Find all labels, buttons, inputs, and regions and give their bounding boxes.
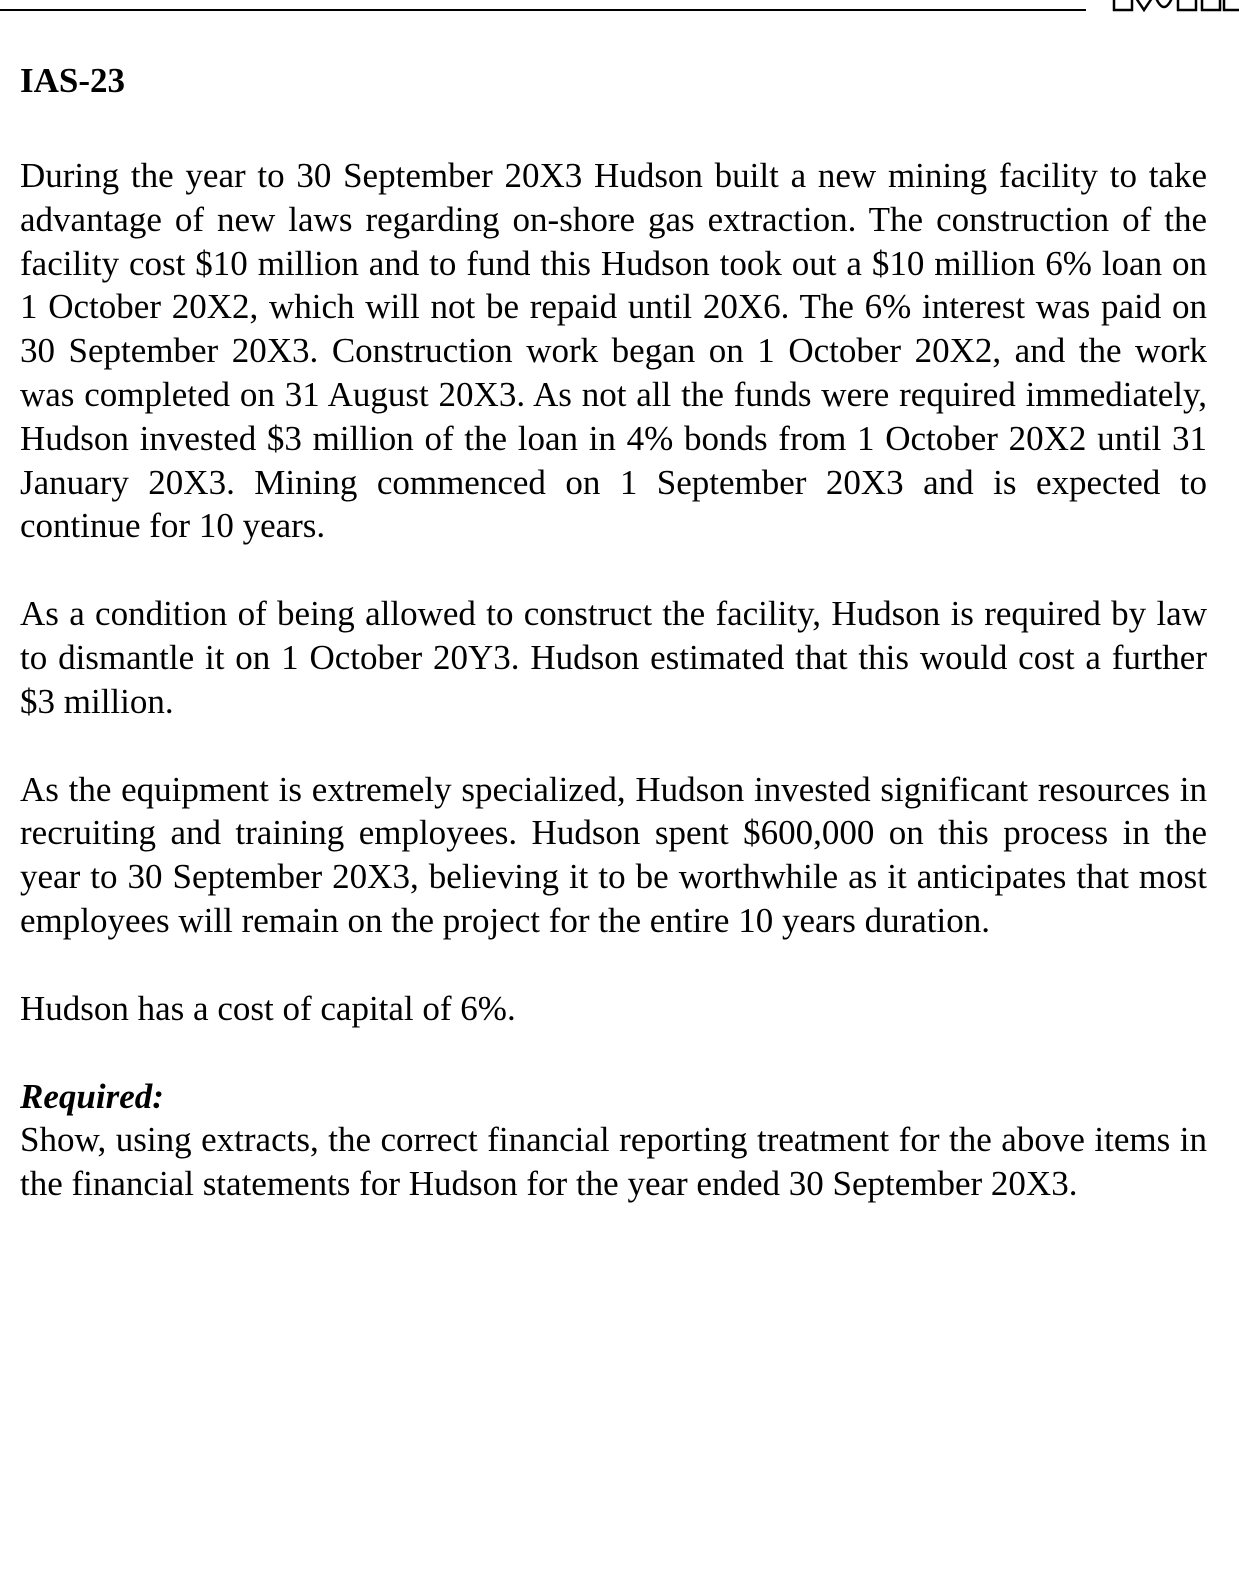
document-page <box>20 52 1207 1206</box>
paragraph-facility-construction: During the year to 30 September 20X3 Hudson built a new mining facility to take advantage of new laws regarding on-shore gas extraction. The construction of the facility cost $10 million and to fund this Hudson took out a $10 million 6% loan on 1 October 20X2, which will not be repaid until 20X6. The 6% interest was paid on 30 September 20X3. Construction work began on 1 October 20X2, and the work was completed on 31 August 20X3. As not all the funds were required immediately, Hudson invested $3 million of the loan in 4% bonds from 1 October 20X2 until 31 January 20X3. Mining commenced on 1 September 20X3 and is expected to continue for 10 years. <box>20 156 1207 546</box>
paragraph-employee-training: As the equipment is extremely specialized, Hudson invested significant resources in recruiting and training employees. Hudson spent $600,000 on this process in the year to 30 September 20X3, believing it to be worthwhile as it anticipates that most employees will remain on the project for the entire 10 years duration. <box>20 769 1207 940</box>
paragraph-cost-of-capital: Hudson has a cost of capital of 6%. <box>20 988 516 1028</box>
required-heading: Required: <box>20 1076 164 1116</box>
top-rule <box>0 9 1086 11</box>
required-instructions: Show, using extracts, the correct financial reporting treatment for the above items in the financial statements for Hudson for the year ended 30 September 20X3. <box>20 1120 1207 1204</box>
paragraph-dismantling-obligation: As a condition of being allowed to construct the facility, Hudson is required by law to dismantle it on 1 October 20Y3. Hudson estimated that this would cost a further $3 million. <box>20 594 1207 721</box>
cropped-logo-mark <box>1100 0 1239 14</box>
document-title: IAS-23 <box>20 61 126 100</box>
